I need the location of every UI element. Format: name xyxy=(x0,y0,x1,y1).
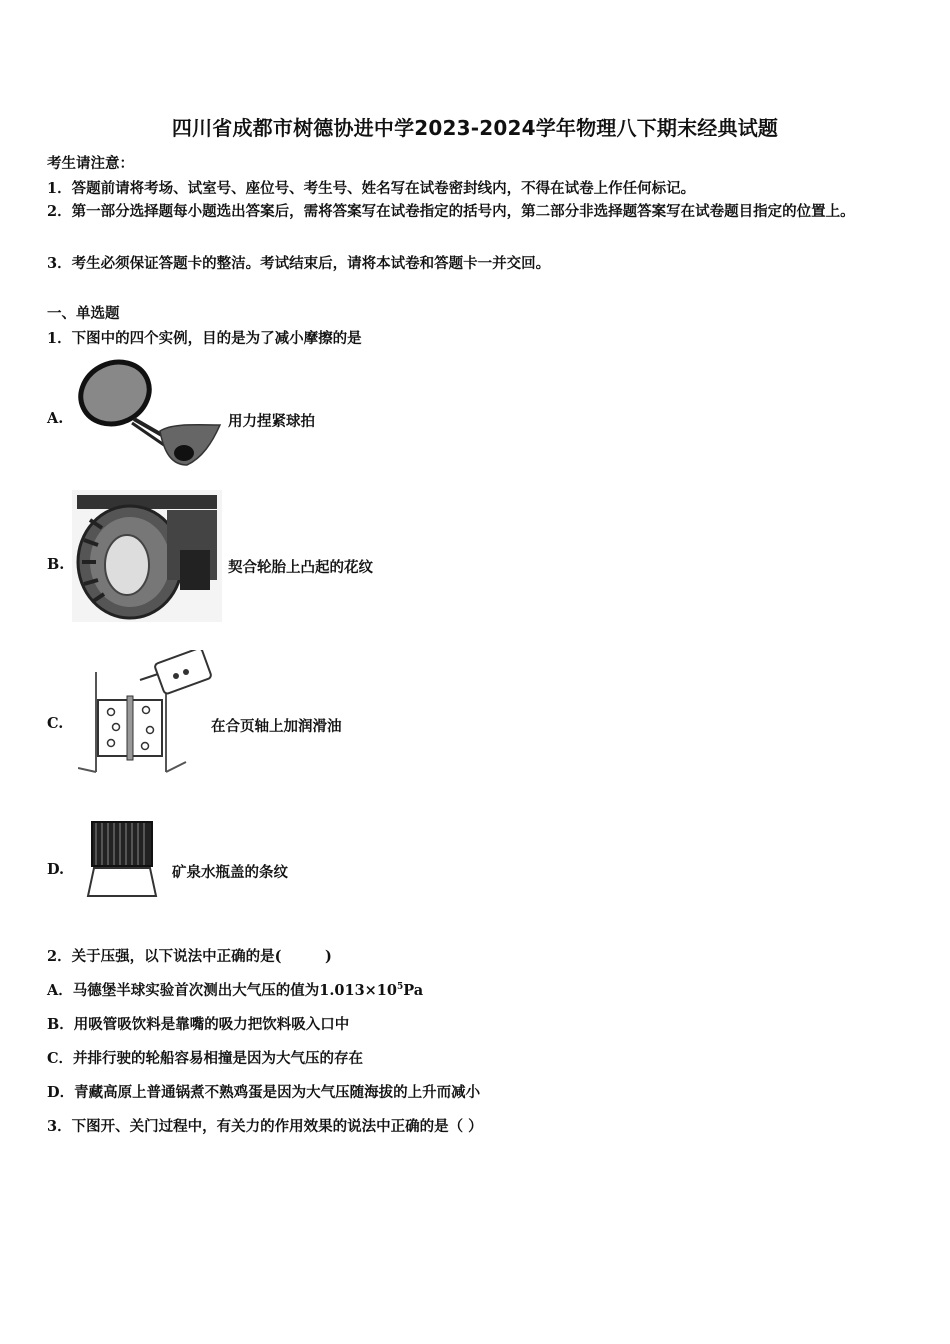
q1-stem: 1．下图中的四个实例，目的是为了减小摩擦的是 xyxy=(47,330,362,347)
q1-option-a-letter: A. xyxy=(47,410,64,427)
q1-option-a-text: 用力捏紧球拍 xyxy=(228,413,315,430)
q1-option-c-text: 在合页轴上加润滑油 xyxy=(211,718,342,735)
q3-stem: 3．下图开、关门过程中，有关力的作用效果的说法中正确的是（ ） xyxy=(47,1118,483,1135)
notice-item-3: 3．考生必须保证答题卡的整洁。考试结束后，请将本试卷和答题卡一并交回。 xyxy=(47,255,551,272)
notice-heading: 考生请注意： xyxy=(47,155,134,172)
q2-option-d: D．青藏高原上普通锅煮不熟鸡蛋是因为大气压随海拔的上升而减小 xyxy=(47,1084,481,1101)
q2-option-a: A．马德堡半球实验首次测出大气压的值为$1.013\times 10^5Pa$ xyxy=(47,982,424,999)
racket-image xyxy=(72,353,222,473)
q1-option-d-letter: D. xyxy=(47,861,65,878)
q1-option-b-text: 契合轮胎上凸起的花纹 xyxy=(228,559,373,576)
q2-option-b: B．用吸管吸饮料是靠嘴的吸力把饮料吸入口中 xyxy=(47,1016,350,1033)
page-title: 四川省成都市树德协进中学2023-2024学年物理八下期末经典试题 xyxy=(171,116,779,140)
notice-item-2: 2．第一部分选择题每小题选出答案后，需将答案写在试卷指定的括号内，第二部分非选择题答案写在试卷题目指定的位置上。 xyxy=(47,203,855,220)
q1-option-b-letter: B. xyxy=(47,556,65,573)
q1-option-c-letter: C. xyxy=(47,715,64,732)
q2-stem: 2．关于压强，以下说法中正确的是( ) xyxy=(47,948,332,965)
bottle-cap-image xyxy=(86,818,158,900)
hinge-oil-image xyxy=(78,650,213,780)
tractor-tire-image xyxy=(72,490,222,622)
q2-option-c: C．并排行驶的轮船容易相撞是因为大气压的存在 xyxy=(47,1050,364,1067)
section-heading: 一、单选题 xyxy=(47,305,120,322)
q1-option-d-text: 矿泉水瓶盖的条纹 xyxy=(172,864,288,881)
notice-item-1: 1．答题前请将考场、试室号、座位号、考生号、姓名写在试卷密封线内，不得在试卷上作任何标记。 xyxy=(47,180,696,197)
